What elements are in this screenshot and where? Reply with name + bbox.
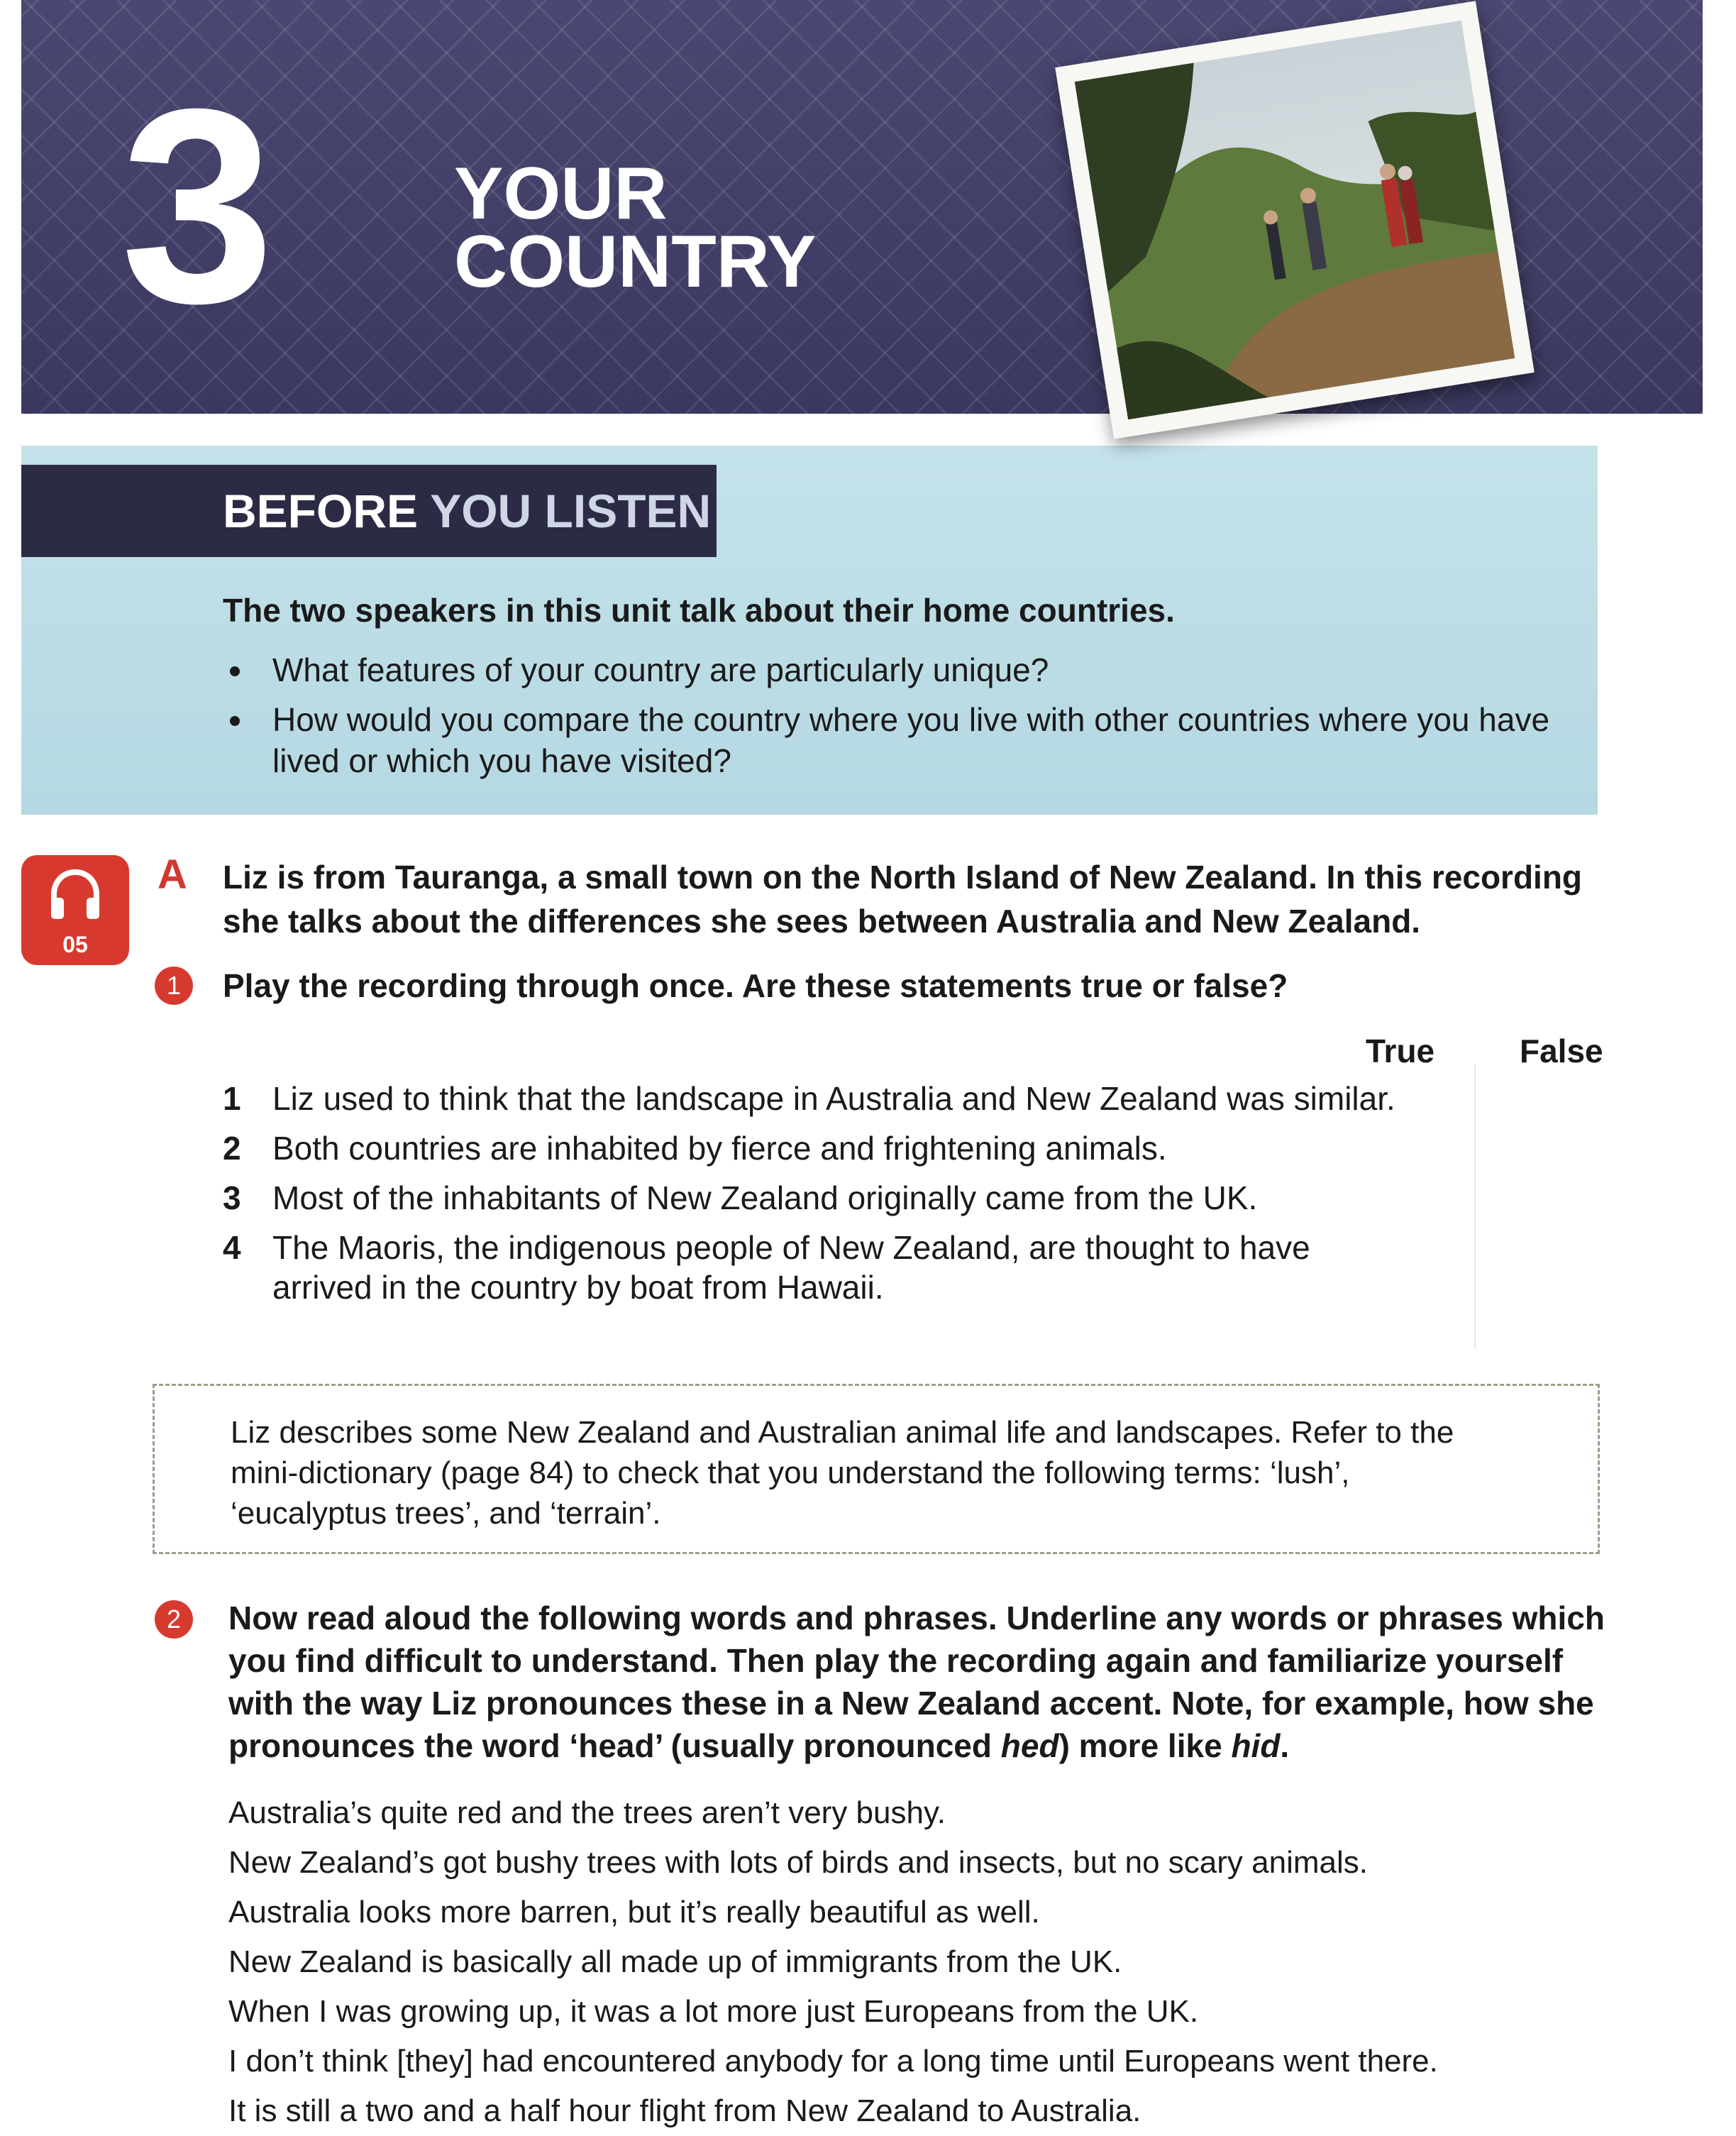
before-title-light: YOU LISTEN — [430, 485, 712, 537]
step-2-text-after: . — [1280, 1727, 1290, 1764]
phrase-item: New Zealand is basically all made up of immigrants from the UK. — [228, 1944, 1122, 1979]
false-column-header: False — [1520, 1033, 1603, 1069]
step-1-marker: 1 — [155, 967, 193, 1005]
phrase-item: Australia looks more barren, but it’s really beautiful as well. — [228, 1895, 1040, 1929]
unit-title — [454, 153, 817, 303]
audio-track-number: 05 — [62, 932, 88, 957]
hikers-photo-image — [1075, 21, 1515, 419]
true-column-header: True — [1366, 1033, 1435, 1069]
unit-title-line2: COUNTRY — [454, 221, 817, 303]
statement-text: Most of the inhabitants of New Zealand originally came from the UK. — [272, 1179, 1258, 1216]
phrase-list — [228, 1788, 1647, 2136]
statement-text: The Maoris, the indigenous people of New Zealand, are thought to have arrived in the country by boat from Hawaii. — [272, 1229, 1310, 1306]
statement-number: 1 — [223, 1080, 241, 1117]
statement-number: 2 — [223, 1130, 241, 1167]
column-divider — [1474, 1064, 1476, 1348]
section-a-intro: Liz is from Tauranga, a small town on the North Island of New Zealand. In this recording she talks about the differences she sees between Australia and New Zealand. — [223, 859, 1583, 940]
step-2-text-before: Now read aloud the following words and phrases. Underline any words or phrases which you find difficult to understand. Then play the recording again and familiarize yourself with the way Liz pronounces these in a New Zealand accent. Note, for example, how she pronounces the word ‘head’ (usually pronounced — [228, 1600, 1605, 1764]
headphones-icon — [47, 866, 104, 923]
question-item: How would you compare the country where you live with other countries where you have lived or which you have visited? — [223, 699, 1571, 781]
before-you-listen-intro: The two speakers in this unit talk about their home countries. — [223, 592, 1175, 629]
statement-text: Both countries are inhabited by fierce and frightening animals. — [272, 1130, 1167, 1167]
statement-item — [223, 1178, 1400, 1218]
phrase-item: I don’t think [they] had encountered anybody for a long time until Europeans went there. — [228, 2044, 1438, 2079]
phrase-item: New Zealand’s got bushy trees with lots of birds and insects, but no scary animals. — [228, 1845, 1368, 1880]
question-item: What features of your country are particularly unique? — [223, 649, 1571, 690]
statement-item — [223, 1228, 1400, 1307]
statement-number: 3 — [223, 1179, 241, 1216]
before-you-listen-title — [223, 483, 711, 539]
statement-item — [223, 1128, 1400, 1168]
step-2-marker: 2 — [155, 1600, 193, 1639]
unit-number: 3 — [121, 51, 267, 360]
before-title-strong: BEFORE — [223, 485, 419, 537]
phrase-item: It is still a two and a half hour flight from New Zealand to Australia. — [228, 2093, 1141, 2128]
step-2-text-middle: ) more like — [1058, 1727, 1232, 1764]
step-2-example-hid: hid — [1231, 1727, 1281, 1764]
statement-item — [223, 1079, 1400, 1118]
before-you-listen-questions — [223, 649, 1571, 790]
step-2-example-hed: hed — [1000, 1727, 1059, 1764]
statement-text: Liz used to think that the landscape in Australia and New Zealand was similar. — [272, 1080, 1395, 1117]
phrase-item: Australia’s quite red and the trees aren’t very bushy. — [228, 1795, 946, 1830]
section-letter: A — [157, 852, 187, 898]
unit-title-line1: YOUR — [454, 153, 668, 235]
hikers-photo — [1055, 1, 1535, 439]
vocabulary-note-text: Liz describes some New Zealand and Australian animal life and landscapes. Refer to the mini-dictionary (page 84) to check that you understand the following terms: ‘lush’, ‘eucalyptus trees’, and ‘terrain’. — [231, 1415, 1454, 1531]
statement-list — [223, 1079, 1400, 1317]
statement-number: 4 — [223, 1229, 241, 1266]
step-1-instruction: Play the recording through once. Are these statements true or false? — [223, 967, 1288, 1004]
audio-track-badge[interactable] — [21, 855, 129, 965]
phrase-item: When I was growing up, it was a lot more just Europeans from the UK. — [228, 1994, 1199, 2029]
step-2-instruction — [228, 1597, 1605, 1767]
